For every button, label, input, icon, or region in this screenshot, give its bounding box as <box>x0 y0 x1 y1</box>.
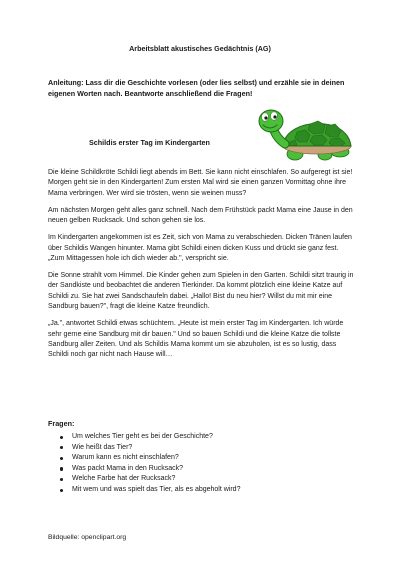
questions-heading: Fragen: <box>48 419 75 428</box>
question-item: Welche Farbe hat der Rucksack? <box>72 474 372 485</box>
story-title: Schildis erster Tag im Kindergarten <box>89 138 210 147</box>
questions-list <box>48 432 372 496</box>
story-paragraph: „Ja.", antwortet Schildi etwas schüchtern. „Heute ist mein erster Tag im Kindergarten. Ich würde sehr gerne eine Sandburg mit dir bauen." Und so bauen Schildi und die kleine Katze die tollste Sandburg aller Zeiten. Und als Schildis Mama kommt um sie abzuholen, ist es so lustig, dass Schildi noch gar nicht nach Hause will… <box>48 320 344 359</box>
image-credit: Bildquelle: openclipart.org <box>48 534 127 541</box>
instructions-text: Anleitung: Lass dir die Geschichte vorlesen (oder lies selbst) und erzähle sie in deinen eigenen Worten nach. Beantworte anschließend die Fragen! <box>48 78 345 98</box>
question-item: Mit wem und was spielt das Tier, als es abgeholt wird? <box>72 485 372 496</box>
question-item: Warum kann es nicht einschlafen? <box>72 453 372 464</box>
story-paragraph: Im Kindergarten angekommen ist es Zeit, sich von Mama zu verabschieden. Dicken Tränen laufen über Schildis Wangen hinunter. Mama gibt Schildi einen dicken Kuss und drückt sie ganz fest. „Zum Mittagessen hole ich dich wieder ab.", verspricht sie. <box>48 234 352 263</box>
question-item: Was packt Mama in den Rucksack? <box>72 464 372 475</box>
document-title: Arbeitsblatt akustisches Gedächtnis (AG) <box>129 44 271 53</box>
story-paragraph: Die Sonne strahlt vom Himmel. Die Kinder gehen zum Spielen in den Garten. Schildi sitzt traurig in der Sandkiste und beobachtet die anderen Tierkinder. Da kommt plötzlich eine kleine Katze auf Schildi zu. Sie hat zwei Sandschaufeln dabei. „Hallo! Bist du neu hier? Willst du mit mir eine Sandburg bauen?", fragt die kleine Katze freundlich. <box>48 272 354 311</box>
story-paragraph: Die kleine Schildkröte Schildi liegt abends im Bett. Sie kann nicht einschlafen. So aufgeregt ist sie! Morgen geht sie in den Kindergarten! Zum ersten Mal wird sie einen ganzen Vormittag ohne ihre Mama verbringen. Wer wird sie trösten, wenn sie weinen muss? <box>48 169 353 197</box>
question-item: Wie heißt das Tier? <box>72 443 372 454</box>
story-text <box>48 168 356 367</box>
story-paragraph: Am nächsten Morgen geht alles ganz schnell. Nach dem Frühstück packt Mama eine Jause in den neuen gelben Rucksack. Und schon gehen sie los. <box>48 206 353 225</box>
turtle-icon <box>255 104 355 164</box>
question-item: Um welches Tier geht es bei der Geschichte? <box>72 432 372 443</box>
